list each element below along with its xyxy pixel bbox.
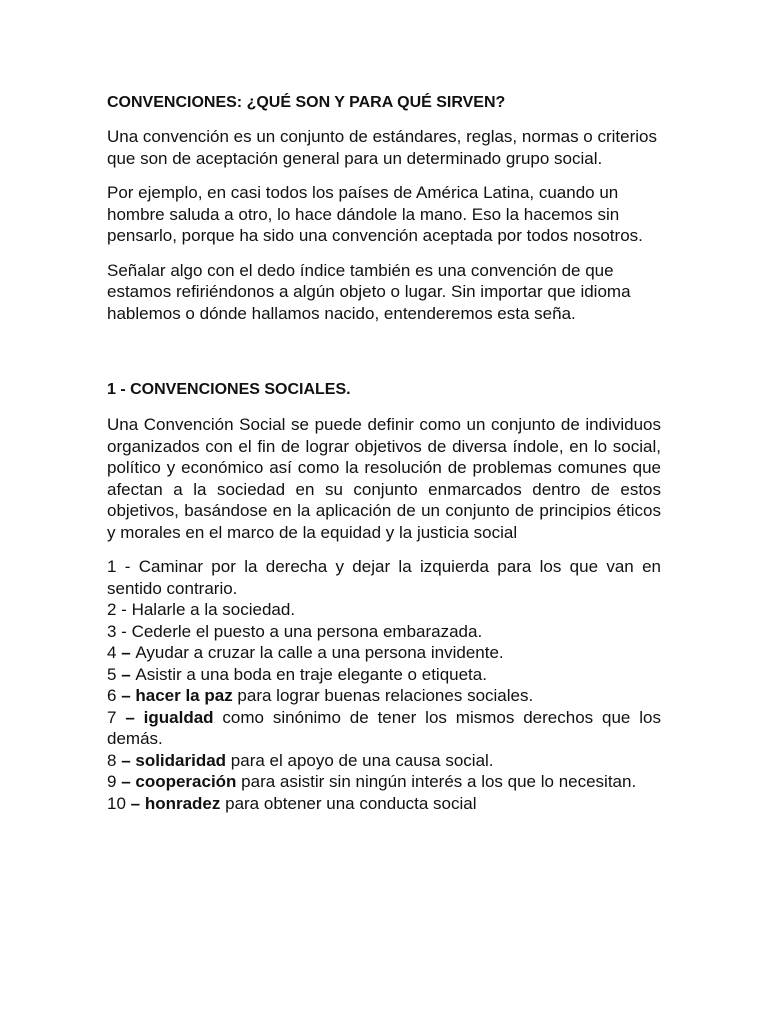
list-item: [107, 750, 661, 772]
list-item-text: para asistir sin ningún interés a los que lo necesitan.: [236, 772, 637, 791]
list-item-bold: –: [121, 664, 136, 684]
list-item: [107, 664, 661, 686]
section-paragraph: Una Convención Social se puede definir como un conjunto de individuos organizados con el fin de lograr objetivos de diversa índole, en lo social, político y económico así como la resolución de problemas comunes que afectan a la sociedad en su conjunto enmarcados dentro de estos objetivos, basándose en la aplicación de un conjunto de principios éticos y morales en el marco de la equidad y la justicia social: [107, 415, 661, 542]
list-item-prefix: 9: [107, 772, 122, 791]
list-item-prefix: 1 -: [107, 557, 139, 576]
list-item-text: Halarle a la sociedad.: [131, 600, 296, 619]
list-item-prefix: 4: [107, 643, 122, 662]
intro-paragraph-1: Una convención es un conjunto de estándares, reglas, normas o criterios que son de aceptación general para un determinado grupo social.: [107, 127, 657, 168]
list-item-bold: – igualdad: [125, 707, 214, 727]
list-item-prefix: 3 -: [107, 621, 132, 641]
section-spacer: [107, 337, 661, 379]
list-item-prefix: 2 -: [107, 600, 132, 619]
document-title: CONVENCIONES: ¿QUÉ SON Y PARA QUÉ SIRVEN?: [107, 94, 506, 111]
intro-paragraph-2: Por ejemplo, en casi todos los países de América Latina, cuando un hombre saluda a otro, lo hace dándole la mano. Eso la hacemos sin pensarlo, porque ha sido una convención aceptada por todos nosotros.: [107, 183, 643, 245]
list-item-text: para lograr buenas relaciones sociales.: [232, 686, 534, 705]
list-item-text: Caminar por la derecha y dejar la izquierda para los que van en sentido contrario.: [107, 557, 661, 598]
list-item: [107, 599, 661, 621]
list-item-text: Ayudar a cruzar la calle a una persona invidente.: [135, 643, 504, 662]
list-item-bold: – honradez: [130, 793, 221, 813]
list-item-text: para obtener una conducta social: [220, 793, 477, 813]
list-item-prefix: 6: [107, 686, 122, 705]
list-item-text: como sinónimo de tener los mismos derechos que los demás.: [107, 707, 661, 748]
list-item-text: Asistir a una boda en traje elegante o etiqueta.: [135, 664, 487, 684]
list-item: [107, 771, 661, 793]
section-heading: 1 - CONVENCIONES SOCIALES.: [107, 381, 351, 398]
list-item: [107, 621, 661, 643]
list-item-prefix: 8: [107, 750, 122, 770]
list-item: [107, 642, 661, 664]
list-item: [107, 793, 661, 815]
list-item-prefix: 7: [107, 707, 126, 727]
list-item-bold: – solidaridad: [121, 750, 227, 770]
list-item: [107, 707, 661, 750]
list-item-prefix: 5: [107, 664, 122, 684]
list-item-text: para el apoyo de una causa social.: [226, 750, 494, 770]
list-item-bold: –: [121, 643, 136, 662]
intro-paragraph-3: Señalar algo con el dedo índice también es una convención de que estamos refiriéndonos a algún objeto o lugar. Sin importar que idioma hablemos o dónde hallamos nacido, entenderemos esta seña.: [107, 260, 631, 323]
list-item-bold: – hacer la paz: [121, 686, 233, 705]
document-page: [107, 92, 661, 814]
list-item-text: Cederle el puesto a una persona embarazada.: [131, 621, 483, 641]
conventions-list: [107, 556, 661, 814]
list-item-bold: – cooperación: [121, 772, 237, 791]
list-item: [107, 685, 661, 707]
list-item-prefix: 10: [107, 793, 131, 813]
list-item: [107, 556, 661, 599]
